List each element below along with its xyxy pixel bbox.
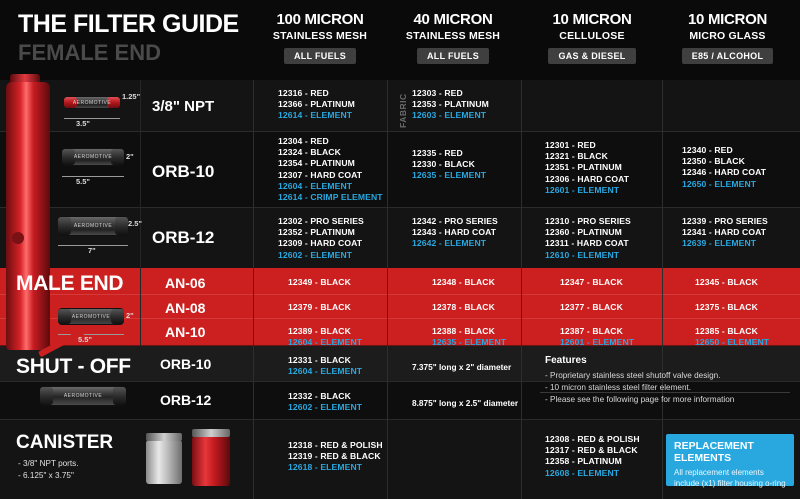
dimension-label: 5.5": [76, 177, 90, 186]
section-label-shut-off: SHUT - OFF: [16, 355, 131, 378]
part-cell: 12331 - BLACK 12604 - ELEMENT: [288, 355, 363, 377]
features-line: - 10 micron stainless steel filter element.: [545, 383, 692, 392]
column-badge: ALL FUELS: [417, 48, 489, 64]
canister-graphic-red: [192, 436, 230, 486]
dimension-label: 1.25": [122, 92, 141, 101]
dimension-label: 2": [126, 311, 134, 320]
row-label-an08: AN-08: [165, 300, 206, 316]
column-divider: [140, 80, 141, 346]
divider: [0, 345, 800, 346]
part-cell: 12339 - PRO SERIES 12341 - HARD COAT 12639 - ELEMENT: [682, 216, 768, 249]
features-title: Features: [545, 355, 587, 366]
dimension-label: 2.5": [128, 219, 142, 228]
column-header-10-micron-micro-glass: 10 MICRON MICRO GLASS E85 / ALCOHOL: [660, 12, 795, 64]
features-line: - Proprietary stainless steel shutoff valve design.: [545, 371, 721, 380]
part-cell: 12347 - BLACK: [560, 277, 623, 287]
canister-note-ports: - 3/8" NPT ports.: [18, 459, 79, 468]
dimension-label: 3.5": [76, 119, 90, 128]
dimension-label: 5.5": [78, 335, 92, 344]
features-box: [545, 355, 795, 406]
part-cell: 12388 - BLACK 12635 - ELEMENT: [432, 326, 507, 348]
red-bottle-graphic: [6, 82, 50, 350]
features-line: - Please see the following page for more information: [545, 395, 735, 404]
part-cell: 12385 - BLACK 12650 - ELEMENT: [695, 326, 770, 348]
row-label-npt: 3/8" NPT: [152, 98, 215, 115]
dimension-line: [64, 118, 120, 119]
section-label-male-end: MALE END: [16, 272, 124, 295]
part-cell: 12308 - RED & POLISH 12317 - RED & BLACK 12358 - PLATINUM 12608 - ELEMENT: [545, 434, 640, 478]
page-header: [0, 0, 800, 78]
fabric-label: FABRIC: [398, 93, 408, 128]
row-band-orb10: [0, 132, 800, 208]
section-label-canister: CANISTER: [16, 432, 114, 453]
column-badge: ALL FUELS: [284, 48, 356, 64]
row-label-orb12: ORB-12: [152, 228, 215, 247]
filter-graphic-an: AEROMOTIVE: [58, 308, 124, 325]
section-label-female-end: FEMALE END: [18, 40, 161, 65]
shutoff-body-graphic: AEROMOTIVE: [40, 386, 126, 406]
part-cell: 12375 - BLACK: [695, 302, 758, 312]
part-cell: 12348 - BLACK: [432, 277, 495, 287]
column-header-40-micron: 40 MICRON STAINLESS MESH ALL FUELS: [388, 12, 518, 64]
part-cell: 12340 - RED 12350 - BLACK 12346 - HARD COAT 12650 - ELEMENT: [682, 145, 767, 189]
canister-note-size: - 6.125" x 3.75": [18, 471, 74, 480]
row-label-an06: AN-06: [165, 275, 206, 291]
column-divider: [387, 80, 388, 499]
shutoff-dimension-note: 8.875" long x 2.5" diameter: [412, 398, 519, 408]
row-label-orb10: ORB-10: [152, 162, 215, 181]
part-cell: 12389 - BLACK 12604 - ELEMENT: [288, 326, 363, 348]
filter-graphic-orb10: AEROMOTIVE: [62, 148, 124, 166]
part-cell: 12332 - BLACK 12602 - ELEMENT: [288, 391, 363, 413]
part-cell: 12318 - RED & POLISH 12319 - RED & BLACK 12618 - ELEMENT: [288, 440, 383, 473]
part-cell: 12304 - RED 12324 - BLACK 12354 - PLATINUM 12307 - HARD COAT 12604 - ELEMENT 12614 - CRIMP ELEMENT: [278, 136, 383, 203]
divider: [540, 392, 790, 393]
divider: [0, 207, 800, 208]
dimension-line: [62, 176, 124, 177]
part-cell: 12349 - BLACK: [288, 277, 351, 287]
column-divider: [662, 80, 663, 499]
part-cell: 12378 - BLACK: [432, 302, 495, 312]
column-divider: [253, 80, 254, 499]
part-cell: 12379 - BLACK: [288, 302, 351, 312]
part-cell: 12345 - BLACK: [695, 277, 758, 287]
part-cell: 12301 - RED 12321 - BLACK 12351 - PLATINUM 12306 - HARD COAT 12601 - ELEMENT: [545, 140, 630, 195]
column-header-100-micron: 100 MICRON STAINLESS MESH ALL FUELS: [255, 12, 385, 64]
column-divider: [521, 80, 522, 499]
shutoff-dimension-note: 7.375" long x 2" diameter: [412, 362, 512, 372]
dimension-label: 7": [88, 246, 96, 255]
canister-graphic-polish: [146, 440, 182, 484]
column-badge: E85 / ALCOHOL: [682, 48, 774, 64]
row-label-an10: AN-10: [165, 324, 206, 340]
part-cell: 12377 - BLACK: [560, 302, 623, 312]
replacement-title: REPLACEMENT ELEMENTS: [674, 440, 754, 464]
filter-graphic-npt: AEROMOTIVE: [64, 96, 120, 109]
column-badge: GAS & DIESEL: [548, 48, 635, 64]
divider: [0, 419, 800, 420]
row-label-shutoff-orb12: ORB-12: [160, 392, 212, 408]
dimension-label: 2": [126, 152, 134, 161]
column-header-10-micron-cellulose: 10 MICRON CELLULOSE GAS & DIESEL: [522, 12, 662, 64]
part-cell: 12342 - PRO SERIES 12343 - HARD COAT 12642 - ELEMENT: [412, 216, 498, 249]
replacement-elements-badge: [666, 434, 794, 486]
part-cell: 12303 - RED 12353 - PLATINUM 12603 - ELEMENT: [412, 88, 489, 121]
part-cell: 12387 - BLACK 12601 - ELEMENT: [560, 326, 635, 348]
divider: [0, 131, 800, 132]
page-title: THE FILTER GUIDE: [18, 10, 239, 38]
row-label-shutoff-orb10: ORB-10: [160, 356, 212, 372]
filter-graphic-orb12: AEROMOTIVE: [58, 216, 128, 236]
part-cell: 12302 - PRO SERIES 12352 - PLATINUM 12309 - HARD COAT 12602 - ELEMENT: [278, 216, 364, 260]
part-cell: 12310 - PRO SERIES 12360 - PLATINUM 12311 - HARD COAT 12610 - ELEMENT: [545, 216, 631, 260]
part-cell: 12316 - RED 12366 - PLATINUM 12614 - ELEMENT: [278, 88, 355, 121]
part-cell: 12335 - RED 12330 - BLACK 12635 - ELEMENT: [412, 148, 487, 181]
replacement-body: All replacement elements include (x1) filter housing o-ring: [674, 468, 786, 488]
